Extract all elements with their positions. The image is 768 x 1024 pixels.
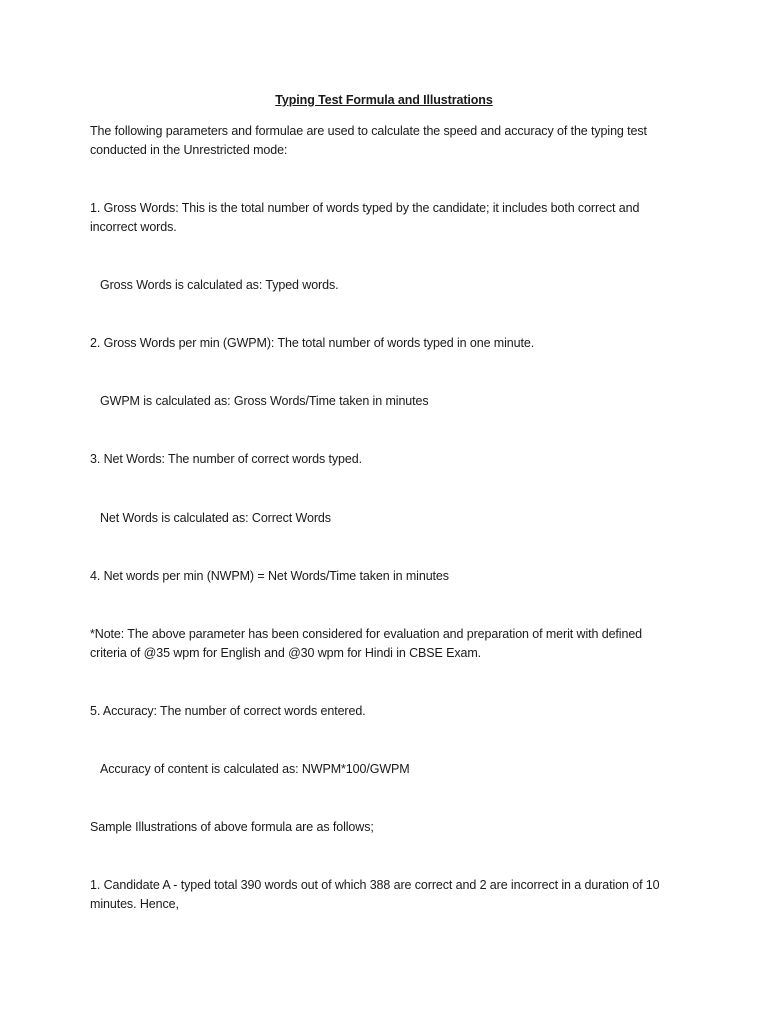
gwpm-calc-line: GWPM is calculated as: Gross Words/Time taken in minutes <box>100 394 429 408</box>
intro-paragraph: The following parameters and formulae are used to calculate the speed and accuracy of the typing test conducted in the Unrestricted mode: <box>90 124 647 157</box>
net-words-calc-line: Net Words is calculated as: Correct Words <box>100 511 331 525</box>
sample-intro-paragraph: Sample Illustrations of above formula are as follows; <box>90 820 374 834</box>
gwpm-paragraph: 2. Gross Words per min (GWPM): The total number of words typed in one minute. <box>90 336 535 350</box>
note-paragraph: *Note: The above parameter has been considered for evaluation and preparation of merit with defined criteria of @35 wpm for English and @30 wpm for Hindi in CBSE Exam. <box>90 627 643 660</box>
accuracy-calc-line: Accuracy of content is calculated as: NWPM*100/GWPM <box>100 762 410 776</box>
candidate-a-paragraph: 1. Candidate A - typed total 390 words out of which 388 are correct and 2 are incorrect in a duration of 10 minutes. Hence, <box>90 878 660 911</box>
gross-words-calc-line: Gross Words is calculated as: Typed words. <box>100 278 339 292</box>
accuracy-paragraph: 5. Accuracy: The number of correct words entered. <box>90 704 366 718</box>
document-title: Typing Test Formula and Illustrations <box>275 93 493 107</box>
nwpm-paragraph: 4. Net words per min (NWPM) = Net Words/Time taken in minutes <box>90 569 449 583</box>
net-words-paragraph: 3. Net Words: The number of correct words typed. <box>90 452 362 466</box>
gross-words-paragraph: 1. Gross Words: This is the total number of words typed by the candidate; it includes both correct and incorrect words. <box>90 201 640 234</box>
